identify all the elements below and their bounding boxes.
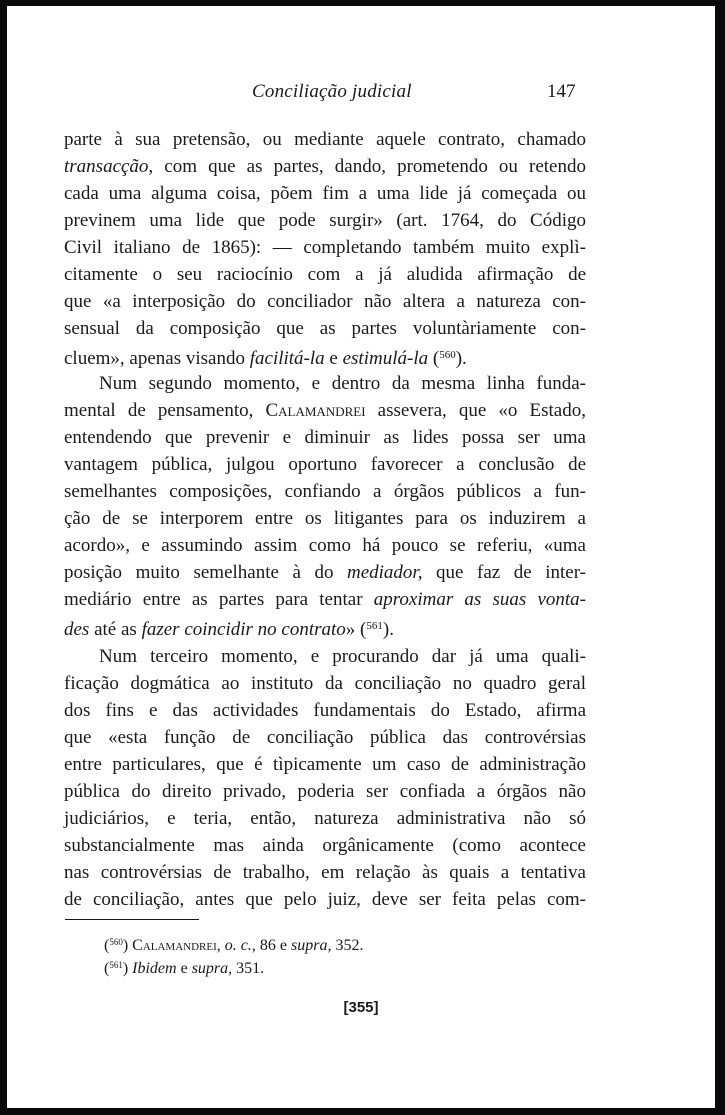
text-line: entre particulares, que é tìpicamente um caso de administração (64, 754, 586, 775)
italic-term: des (64, 619, 90, 640)
italic-term: mediador, (347, 562, 423, 583)
text-span: ) (122, 937, 133, 954)
italic-term: o. c., (220, 937, 256, 954)
text-span: ( (428, 348, 440, 369)
running-title: Conciliação judicial (252, 81, 412, 102)
footnote-560 (104, 932, 363, 956)
footnote-561 (104, 955, 264, 979)
folio-number: [355] (343, 999, 379, 1016)
text-line: que «a interposição do conciliador não altera a natureza con- (64, 291, 586, 312)
text-line (64, 559, 586, 586)
text-line: ção de se interporem entre os litigantes para os induzirem a (64, 508, 586, 529)
italic-term: fazer coincidir no contrato (141, 619, 346, 640)
text-span: 351. (232, 960, 265, 977)
text-span: ) (122, 960, 133, 977)
text-span: e (324, 348, 343, 369)
author-name: Calamandrei (265, 400, 366, 421)
text-span: » ( (345, 619, 367, 640)
text-line: acordo», e assumindo assim como há pouco se referiu, «uma (64, 535, 586, 556)
footnote-ref: 560 (439, 349, 456, 361)
text-span: com que as partes, dando, prometendo ou retendo (153, 156, 586, 177)
italic-term: estimulá-la (342, 348, 429, 369)
text-span: cluem», apenas visando (64, 348, 250, 369)
text-line: de conciliação, antes que pelo juiz, deve ser feita pelas com- (64, 889, 586, 910)
text-line: vantagem pública, julgou oportuno favorecer a conclusão de (64, 454, 586, 475)
italic-term: supra, (191, 960, 233, 977)
text-line (64, 397, 586, 424)
text-line: Num segundo momento, e dentro da mesma linha funda- (99, 373, 586, 394)
text-line: substancialmente mas ainda orgânicamente (como acontece (64, 835, 586, 856)
italic-term: facilitá-la (249, 348, 325, 369)
text-span: mediário entre as partes para tentar (64, 589, 374, 610)
text-span: mental de pensamento, (64, 400, 266, 421)
footnote-ref: 561 (366, 620, 383, 632)
text-line: que «esta função de conciliação pública das controvérsias (64, 727, 586, 748)
text-line: previnem uma lide que pode surgir» (art. 1764, do Código (64, 210, 586, 231)
text-span: que faz de inter- (422, 562, 586, 583)
text-line: Num terceiro momento, e procurando dar já uma quali- (99, 646, 586, 667)
text-span: ( (104, 960, 110, 977)
text-line (64, 342, 586, 372)
text-line (64, 586, 586, 613)
footnote-number: 561 (109, 960, 123, 970)
text-line (64, 153, 586, 180)
text-span: ( (104, 937, 110, 954)
text-line: cada uma alguma coisa, põem fim a uma lide já começada ou (64, 183, 586, 204)
author-name: Calamandrei, (132, 937, 221, 954)
italic-term: Ibidem (132, 960, 177, 977)
page-number: 147 (547, 81, 576, 102)
italic-term: transacção, (64, 156, 154, 177)
text-line: parte à sua pretensão, ou mediante aquele contrato, chamado (64, 129, 586, 150)
running-head (7, 81, 715, 111)
footnote-number: 560 (109, 937, 123, 947)
text-line: Civil italiano de 1865): — completando também muito explì- (64, 237, 586, 258)
text-line (64, 613, 586, 643)
footnote-rule (65, 919, 199, 920)
text-span: e (176, 960, 192, 977)
text-span: ). (455, 348, 467, 369)
italic-term: aproximar as suas vonta- (373, 589, 586, 610)
text-line: dos fins e das actividades fundamentais do Estado, afirma (64, 700, 586, 721)
text-span: assevera, que «o Estado, (365, 400, 586, 421)
book-page (7, 6, 715, 1108)
italic-term: supra, (291, 937, 332, 954)
text-line: nas controvérsias de trabalho, em relação às quais a tentativa (64, 862, 586, 883)
text-span: ). (382, 619, 394, 640)
text-span: posição muito semelhante à do (64, 562, 347, 583)
text-line: sensual da composição que as partes voluntàriamente con- (64, 318, 586, 339)
text-span: 352. (331, 937, 364, 954)
text-line: judiciários, e teria, então, natureza administrativa não só (64, 808, 586, 829)
text-span: até as (89, 619, 142, 640)
text-line: citamente o seu raciocínio com a já aludida afirmação de (64, 264, 586, 285)
text-span: 86 e (255, 937, 291, 954)
text-line: ficação dogmática ao instituto da conciliação no quadro geral (64, 673, 586, 694)
text-line: semelhantes composições, confiando a órgãos públicos a fun- (64, 481, 586, 502)
text-line: entendendo que prevenir e diminuir as lides possa ser uma (64, 427, 586, 448)
text-line: pública do direito privado, poderia ser confiada a órgãos não (64, 781, 586, 802)
